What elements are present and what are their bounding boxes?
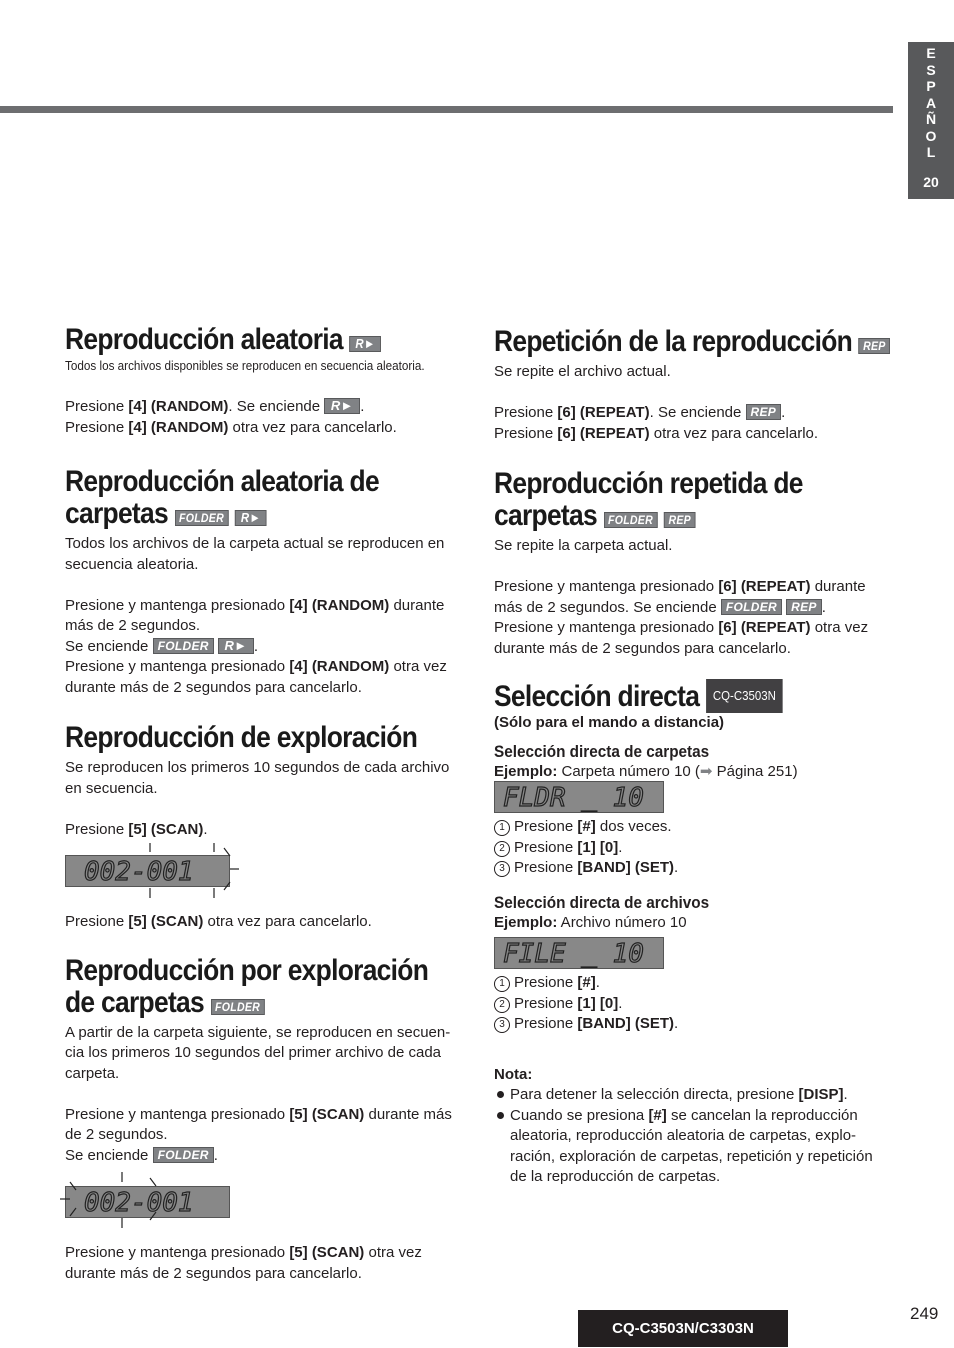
random-badge: R► [218,638,254,654]
scan-desc-2: en secuencia. [65,779,158,797]
lcd-text: 002-001 [84,857,194,886]
model-badge: CQ-C3503N [706,679,783,713]
file-display-text [495,938,663,968]
folder-scan-line: durante más de 2 segundos para cancelarlo. [65,1264,362,1282]
scan-desc-1: Se reproducen los primeros 10 segundos de cada archivo [65,759,450,776]
folder-random-line: Presione y mantenga presionado [4] (RANDOM) otra vez [65,658,447,675]
blink-marks-icon [60,1168,170,1230]
folder-scan-desc: carpeta. [65,1064,120,1082]
step-item: 1 Presione [#]. [494,973,894,994]
folder-steps [494,817,894,933]
folder-scan-desc: A partir de la carpeta siguiente, se reproducen en secuen- [65,1023,451,1041]
rep-badge: REP [664,512,695,528]
arrow-right-icon: ➡ [699,762,713,780]
scan-cancel: Presione [5] (SCAN) otra vez para cancelarlo. [65,913,372,930]
step-item: 3 Presione [BAND] (SET). [494,858,894,879]
tab-letter: O [925,127,937,144]
folder-scan-line: Se enciende FOLDER . [65,1146,218,1164]
folder-display-text [495,782,663,812]
tab-letter: L [926,144,936,160]
heading-direct: Selección directa CQ-C3503N [494,679,846,713]
folder-badge: FOLDER [153,1147,214,1163]
file-steps [494,973,894,1188]
top-rule [0,106,893,113]
folders-heading: Selección directa de carpetas [494,741,710,761]
folder-scan-line: Presione y mantenga presionado [5] (SCAN) durante más [65,1105,452,1123]
section-number: 20 [923,174,939,190]
folder-repeat-line: Presione y mantenga presionado [6] (REPEAT) durante [494,578,866,595]
folder-badge: FOLDER [211,999,265,1015]
note-bullet: Para detener la selección directa, presione [DISP]. [494,1085,894,1106]
heading-folder-scan-2: de carpetas FOLDER [65,987,417,1019]
folder-display [494,781,664,813]
remote-note: (Sólo para el mando a distancia) [494,714,725,731]
heading-scan: Reproducción de exploración [65,721,418,754]
language-tab [908,42,954,199]
files-heading: Selección directa de archivos [494,892,710,912]
folder-scan-line: de 2 segundos. [65,1126,168,1143]
step-item: 2 Presione [1] [0]. [494,994,894,1015]
page-number: 249 [910,1304,939,1323]
heading-folder-repeat-2: carpetas FOLDER REP [494,500,846,532]
rep-badge: REP [786,599,822,615]
folder-random-desc-2: secuencia aleatoria. [65,555,199,573]
tab-letter: P [926,78,936,94]
folder-random-line: Presione y mantenga presionado [4] (RANDOM) durante [65,596,445,614]
heading-folder-scan: Reproducción por exploración [65,953,429,987]
folder-badge: FOLDER [175,510,229,526]
heading-folder-random: Reproducción aleatoria de [65,465,379,498]
folder-repeat-desc: Se repite la carpeta actual. [494,537,673,554]
heading-random: Reproducción aleatoria R► [65,324,417,356]
file-display [494,937,664,969]
lcd-text: FILE _ 10 [503,939,644,968]
lcd-text: 002-001 [84,1188,194,1217]
language-tab-letters [908,45,954,161]
folder-repeat-line: Presione y mantenga presionado [6] (REPEAT) otra vez [494,619,869,636]
folder-random-line: Se enciende FOLDER R► . [65,637,259,655]
folder-repeat-line: durante más de 2 segundos para cancelarlo. [494,639,791,657]
folder-random-desc-1: Todos los archivos de la carpeta actual se reproducen en [65,535,445,552]
left-column-bottom [65,1243,465,1284]
tab-letter: Ñ [925,111,937,127]
note-label: Nota: [494,1065,533,1083]
model-label: CQ-C3503N/C3303N [578,1310,788,1347]
repeat-desc: Se repite el archivo actual. [494,363,671,380]
lcd-text: FLDR _ 10 [503,783,644,812]
heading-folder-random-2: carpetas FOLDER R► [65,498,417,530]
folder-badge: FOLDER [721,599,782,615]
repeat-instruction: Presione [6] (REPEAT). Se enciende REP . [494,404,786,421]
blink-marks-icon [140,838,240,900]
note-line: ración, exploración de carpetas, repetición y repetición [510,1147,873,1165]
random-badge: R► [324,398,360,414]
random-cancel: Presione [4] (RANDOM) otra vez para cancelarlo. [65,418,397,436]
tab-letter: E [926,45,936,61]
left-column-lower [65,912,465,1166]
random-badge: R► [235,510,267,526]
step-item: 2 Presione [1] [0]. [494,838,894,859]
folder-scan-line: Presione y mantenga presionado [5] (SCAN) otra vez [65,1244,422,1261]
folders-example: Ejemplo: Carpeta número 10 (➡ Página 251) [494,762,798,780]
step-item: 3 Presione [BAND] (SET). [494,1014,894,1035]
random-desc: Todos los archivos disponibles se reproducen en secuencia aleatoria. [65,358,425,373]
scan-instruction: Presione [5] (SCAN). [65,820,208,838]
left-column [65,324,465,840]
rep-badge: REP [859,338,890,354]
folder-random-line: durante más de 2 segundos para cancelarlo. [65,678,362,696]
folder-badge: FOLDER [153,638,214,654]
repeat-cancel: Presione [6] (REPEAT) otra vez para cancelarlo. [494,424,819,442]
note-line: de la reproducción de carpetas. [510,1168,721,1185]
random-instruction: Presione [4] (RANDOM). Se enciende R► . [65,398,365,415]
random-badge: R► [350,336,382,352]
heading-folder-repeat: Reproducción repetida de [494,467,803,500]
rep-badge: REP [746,404,782,420]
note-bullet: Cuando se presiona [#] se cancelan la reproducción [494,1106,894,1127]
tab-letter: S [926,61,936,78]
step-item: 1 Presione [#] dos veces. [494,817,894,838]
right-column [494,326,894,782]
note-line: aleatoria, reproducción aleatoria de carpetas, explo- [510,1127,857,1144]
folder-badge: FOLDER [604,512,658,528]
files-example: Ejemplo: Archivo número 10 [494,913,687,931]
folder-random-line: más de 2 segundos. [65,617,201,634]
heading-repeat: Repetición de la reproducción REP [494,326,846,358]
folder-scan-desc: cia los primeros 10 segundos del primer archivo de cada [65,1044,442,1061]
folder-repeat-line: más de 2 segundos. Se enciende FOLDER REP . [494,598,826,616]
tab-letter: A [925,94,937,111]
